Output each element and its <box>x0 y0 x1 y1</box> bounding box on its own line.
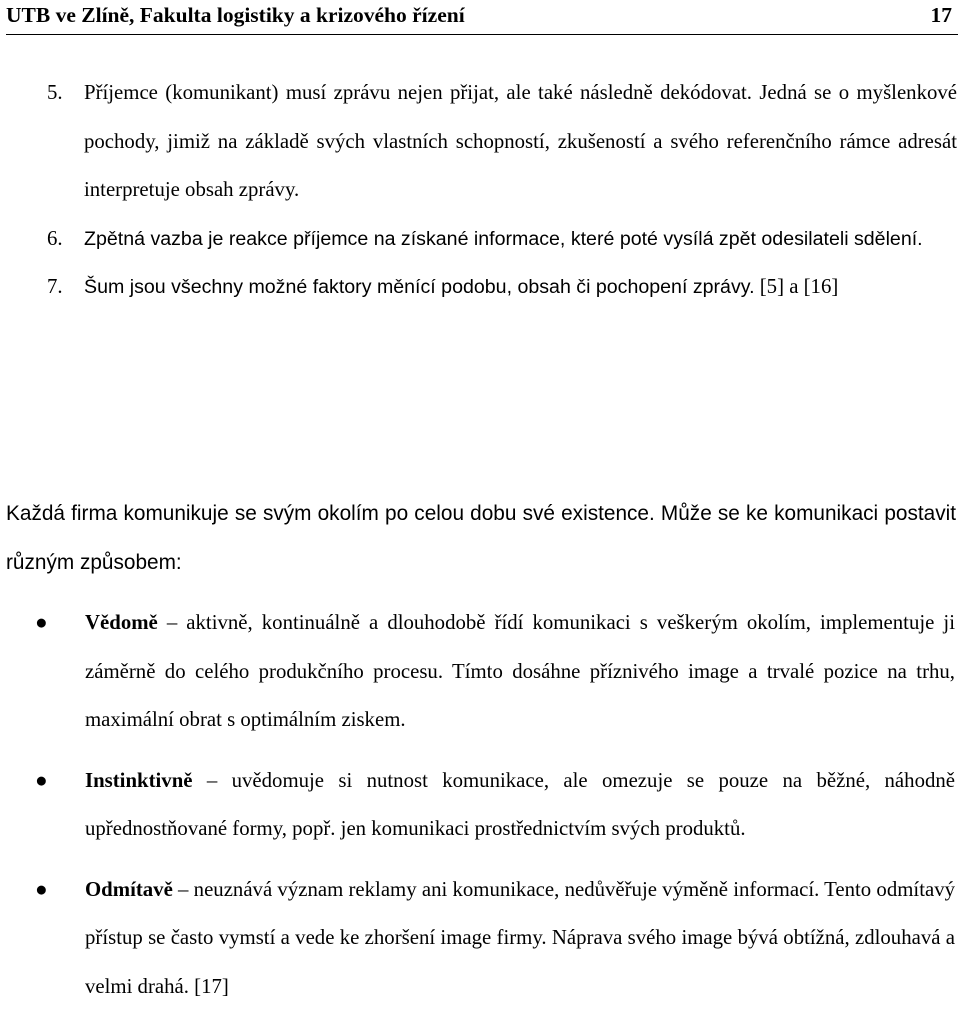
bullet-text: – aktivně, kontinuálně a dlouhodobě řídí komunikaci s veškerým okolím, implementuje ji záměrně do celého produkčního procesu. Tímto dosáhne příznivého image a trvalé pozice na trhu, maximální obrat s optimálním ziskem. <box>85 611 955 731</box>
bullet-text: – neuznává význam reklamy ani komunikace, nedůvěřuje výměně informací. Tento odmítavý přístup se často vymstí a vede ke zhoršení image firmy. Náprava svého image bývá obtížná, zdlouhavá a velmi drahá. [17] <box>85 877 955 998</box>
list-number: 7. <box>47 275 63 298</box>
header-title: UTB ve Zlíně, Fakulta logistiky a krizového řízení <box>6 3 465 27</box>
list-item <box>47 69 957 215</box>
bullet-text-wrap <box>85 599 955 745</box>
citation: [5] a [16] <box>754 275 839 298</box>
page-number: 17 <box>930 3 952 27</box>
bullet-label: Odmítavě <box>85 877 173 901</box>
list-text: Šum jsou všechny možné faktory měnící podobu, obsah či pochopení zprávy. <box>84 276 755 298</box>
bullet-icon: ● <box>35 877 48 901</box>
bullet-icon: ● <box>35 768 48 792</box>
bullet-item <box>35 866 955 1012</box>
bullet-label: Instinktivně <box>85 768 193 792</box>
list-number: 5. <box>47 81 63 104</box>
body-paragraph: Každá firma komunikuje se svým okolím po celou dobu své existence. Může se ke komunikaci postavit různým způsobem: <box>6 502 956 574</box>
list-text-wrap <box>84 263 957 312</box>
bullet-text-wrap <box>85 866 955 1012</box>
numbered-list <box>47 69 957 312</box>
bullet-text-wrap <box>85 757 955 854</box>
list-text: Zpětná vazba je reakce příjemce na získané informace, které poté vysílá zpět odesilateli sdělení. <box>84 227 923 250</box>
bullet-item <box>35 757 955 854</box>
list-text: Příjemce (komunikant) musí zprávu nejen přijat, ale také následně dekódovat. Jedná se o myšlenkové pochody, jimiž na základě svých vlastních schopností, zkušeností a svého referenčního rámce adresát interpretuje obsah zprávy. <box>84 81 957 201</box>
list-item <box>47 215 957 264</box>
list-item <box>47 263 957 312</box>
list-number: 6. <box>47 226 63 250</box>
bullet-list <box>35 599 955 1023</box>
bullet-item <box>35 599 955 745</box>
bullet-label: Vědomě <box>85 611 158 634</box>
bullet-text: – uvědomuje si nutnost komunikace, ale omezuje se pouze na běžné, náhodně upřednostňované formy, popř. jen komunikaci prostřednictvím svých produktů. <box>85 768 955 840</box>
bullet-icon: ● <box>35 611 48 634</box>
page-header <box>6 0 958 35</box>
